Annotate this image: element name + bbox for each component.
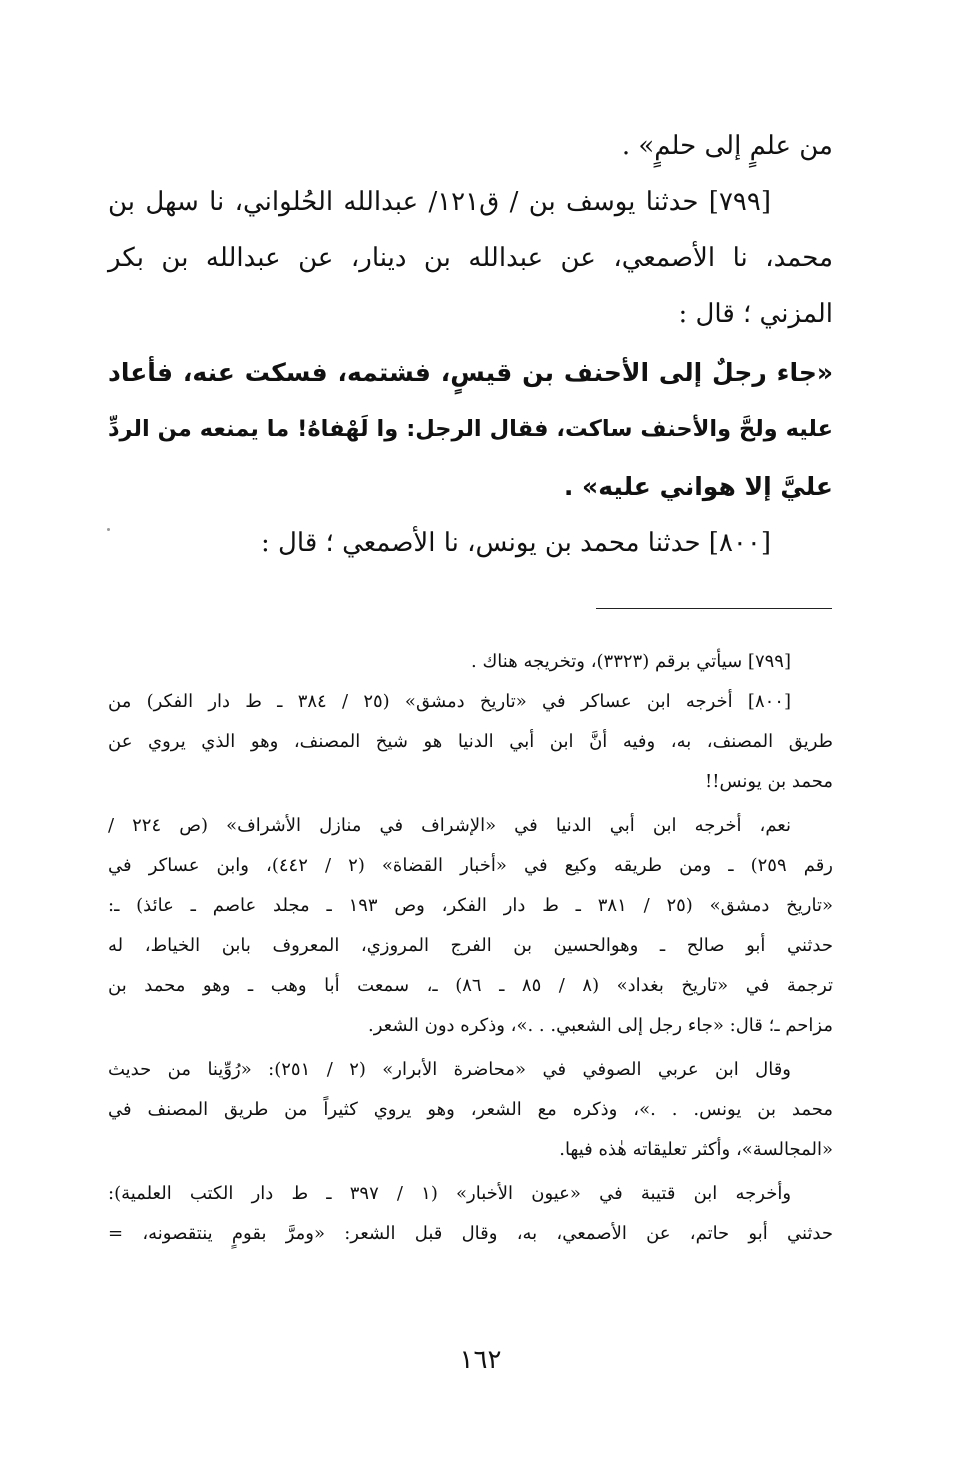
footnote-800-line-2: طريق المصنف، به، وفيه أنَّ ابن أبي الدنيا هو شيخ المصنف، وهو الذي يروي عن: [108, 731, 833, 752]
footnote-para3-line-3: «المجالسة»، وأكثر تعليقاته هٰذه فيها.: [559, 1139, 833, 1160]
footnote-para2-line-1: نعم، أخرجه ابن أبي الدنيا في «الإشراف في منازل الأشراف» (ص ٢٢٤ /: [108, 815, 792, 836]
main-line-1: من علمٍ إلى حلمٍ» .: [621, 131, 833, 161]
quote-line-1: «جاء رجلٌ إلى الأحنف بن قيسٍ، فشتمه، فسكت عنه، فأعاد: [108, 358, 833, 387]
footnote-para2-line-2: رقم ٢٥٩) ـ ومن طريقه وكيع في «أخبار القضاة» (٢ / ٤٤٢)، وابن عساكر في: [108, 855, 834, 876]
footnote-799: [٧٩٩] سيأتي برقم (٣٣٢٣)، وتخريجه هناك .: [471, 651, 791, 672]
footnote-divider: [596, 608, 832, 609]
footnote-para4-line-1: وأخرجه ابن قتيبة في «عيون الأخبار» (١ / ٣٩٧ ـ ط دار الكتب العلمية):: [108, 1183, 792, 1204]
hadith-800-line-1: [٨٠٠] حدثنا محمد بن يونس، نا الأصمعي ؛ قال :: [261, 528, 771, 558]
footnote-para2-line-6: مزاحم ـ؛ قال: «جاء رجل إلى الشعبي. . .»، وذكره دون الشعر.: [368, 1015, 833, 1036]
hadith-799-line-3: المزني ؛ قال :: [678, 299, 833, 329]
footnotes: [108, 642, 833, 1254]
footnote-800-line-1: [٨٠٠] أخرجه ابن عساكر في «تاريخ دمشق» (٢٥ / ٣٨٤ ـ ط دار الفكر) من: [108, 691, 792, 712]
quote-line-3: عليَّ إلا هواني عليه» .: [563, 472, 833, 501]
footnote-800-line-3: محمد بن يونس!!: [704, 771, 833, 792]
hadith-799-line-2: محمد، نا الأصمعي، عن عبدالله بن دينار، عن عبدالله بن بكر: [108, 243, 833, 273]
footnote-para3-line-1: وقال ابن عربي الصوفي في «محاضرة الأبرار» (٢ / ٢٥١): «رُوِّينا من حديث: [108, 1059, 791, 1080]
footnote-para3-line-2: محمد بن يونس. . .»، وذكره مع الشعر، وهو يروي كثيراً من طريق المصنف في: [108, 1099, 833, 1120]
page-number: ١٦٢: [459, 1345, 502, 1375]
margin-speck: [107, 528, 110, 531]
footnote-para4-line-2: حدثني أبو حاتم، عن الأصمعي، به، وقال قبل الشعر: «ومرَّ بقومٍ ينتقصونه، =: [108, 1223, 833, 1244]
footnote-para2-line-5: ترجمة في «تاريخ بغداد» (٨ / ٨٥ ـ ٨٦) ـ، سمعت أبا وهب ـ وهو محمد بن: [108, 975, 834, 996]
quote-line-2: عليه ولحَّ والأحنف ساكت، فقال الرجل: وا لَهْفاهُ! ما يمنعه من الردِّ: [108, 416, 833, 442]
hadith-799-line-1: [٧٩٩] حدثنا يوسف بن / ق١٢١/ عبدالله الحُلواني، نا سهل بن: [108, 187, 771, 217]
main-text: [108, 118, 833, 571]
footnote-para2-line-3: «تاريخ دمشق» (٢٥ / ٣٨١ ـ ط دار الفكر، وص ١٩٣ ـ مجلد عاصم ـ عائذ) ـ:: [108, 895, 833, 916]
footnote-para2-line-4: حدثني أبو صالح ـ وهوالحسين بن الفرج المروزي، المعروف بابن الخياط، له: [108, 935, 833, 956]
